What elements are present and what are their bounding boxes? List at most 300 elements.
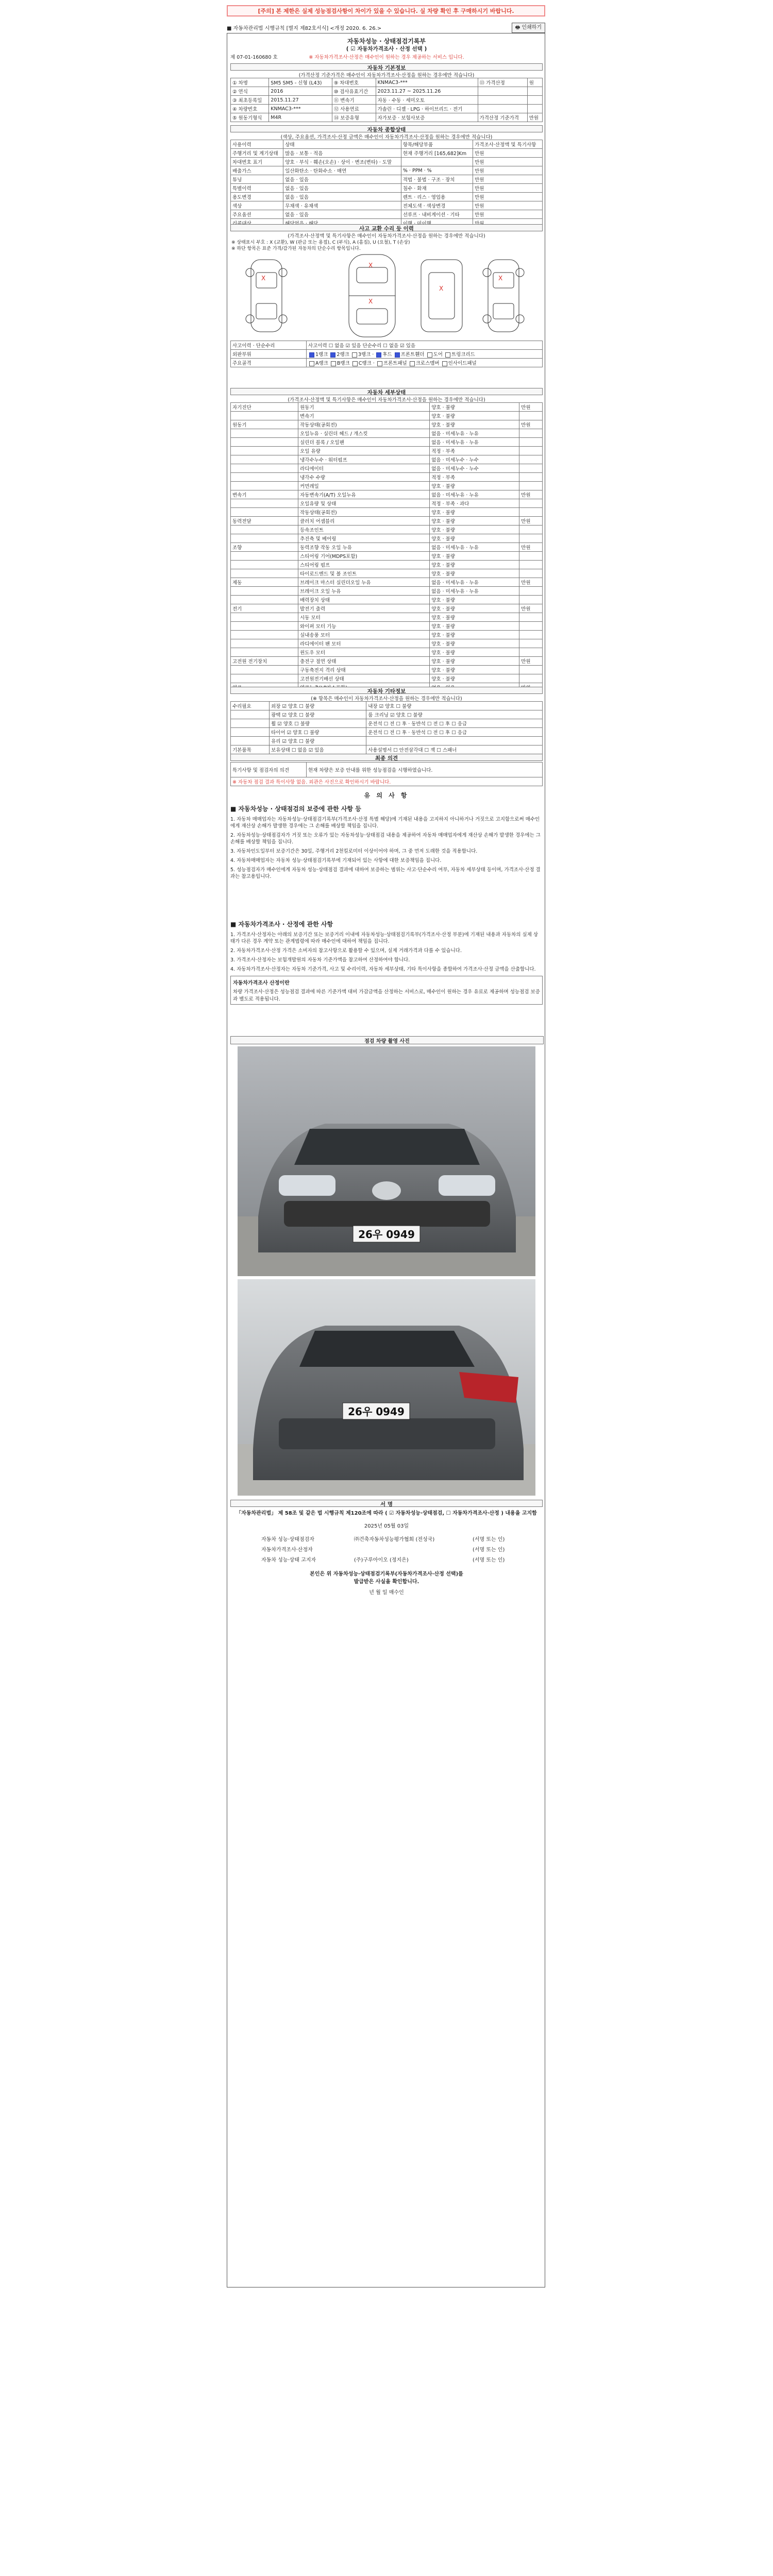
option-row-cell: 휠 ☑ 양호 ☐ 불량: [270, 719, 366, 728]
detail-row-cell: [519, 613, 543, 622]
history-row-cell: % · PPM · %: [401, 166, 473, 175]
detail-row-cell: 없음 · 미세누수 · 누수: [430, 455, 519, 464]
detail-row-cell: 브레이크 오일 누유: [298, 587, 430, 596]
history-row-cell: 가격조사·산정액 및 특기사항: [473, 140, 543, 149]
detail-row-cell: [519, 648, 543, 657]
history-row-cell: 만원: [473, 201, 543, 210]
detail-row-cell: 추진축 및 베어링: [298, 534, 430, 543]
detail-row-cell: [519, 499, 543, 508]
detail-row-cell: 양호 · 불량: [430, 596, 519, 604]
detail-row: [231, 455, 543, 464]
detail-row-cell: 오일 유량: [298, 447, 430, 455]
svg-text:X: X: [439, 285, 444, 292]
warning-banner: [주의] 본 제한은 실제 성능점검사항이 차이가 있을 수 있습니다. 실 차량 확인 후 구매하시기 바랍니다.: [227, 5, 545, 16]
option-row-cell: 타이어 ☑ 양호 ☐ 불량: [270, 728, 366, 737]
detail-row-cell: [231, 473, 298, 482]
basic-row-cell: SM5 SM5 - 신형 (L43): [269, 78, 332, 87]
detail-row-cell: 만원: [519, 578, 543, 587]
sign-closing-1: 본인은 위 자동차성능·상태점검기록부(자동차가격조사·산정 선택)를: [310, 1571, 463, 1577]
inspection-form: [227, 33, 545, 2287]
detail-row-cell: 실린더 블록 / 오일팬: [298, 438, 430, 447]
print-button[interactable]: [512, 23, 545, 33]
detail-row-cell: 작동상태(공회전): [298, 508, 430, 517]
detail-row-cell: 구동축전지 격리 상태: [298, 666, 430, 674]
rear-photo-svg: [238, 1279, 535, 1496]
history-row-cell: 선루프 · 내비게이션 · 기타: [401, 210, 473, 219]
detail-row-cell: 제동: [231, 578, 298, 587]
final-fee-label: 특기사항 및 점검자의 의견: [231, 762, 307, 777]
detail-row: [231, 631, 543, 639]
detail-row-cell: [231, 455, 298, 464]
history-row-cell: 용도변경: [231, 193, 283, 201]
final-header: 최종 의견: [230, 754, 543, 761]
sign-row-cell: (주)구루아이오 (정지은): [354, 1557, 409, 1563]
detail-row: [231, 596, 543, 604]
notice-paragraph: 2. 자동차성능·상태점검자가 거짓 또는 오류가 있는 자동차성능·상태점검 내용을 제공하여 자동차 매매업자에게 재산상 손해가 발생한 경우에는 그 손해를 배상할 책임을 집니다.: [230, 833, 541, 845]
option-row-cell: [231, 719, 270, 728]
svg-text:X: X: [368, 262, 373, 269]
basic-row-cell: KNMAC3-***: [376, 78, 478, 87]
detail-row-cell: [519, 447, 543, 455]
basic-row-cell: 원: [527, 78, 542, 87]
outer-panel-value: 1랭크 2랭크 3랭크 · 후드 프론트휀더 도어 트렁크리드: [307, 350, 543, 359]
detail-row-cell: 양호 · 불량: [430, 604, 519, 613]
history-row-cell: 일산화탄소 · 탄화수소 · 매연: [283, 166, 401, 175]
detail-row-cell: 변속기: [298, 412, 430, 420]
basic-row-cell: KNMAC3-***: [269, 105, 332, 113]
vehicle-photo-rear: [238, 1279, 535, 1496]
option-row-cell: [231, 728, 270, 737]
detail-row-cell: [519, 587, 543, 596]
notice-paragraph: 1. 가격조사·산정자는 아래의 보증기간 또는 보증거리 이내에 자동차성능·상태점검기록부(가격조사·산정 부분)에 기재된 내용과 자동차의 실제 상태가 다른 경우 계약 또는 관계법령에 따라 매수인에 대하여 책임을 집니다.: [230, 932, 539, 944]
detail-row-cell: 동력조향 작동 오일 누유: [298, 543, 430, 552]
option-row-cell: 보유상태 ☐ 없음 ☑ 있음: [270, 745, 366, 754]
history-row-cell: 튜닝: [231, 175, 283, 184]
detail-row-cell: 없음 · 미세누유 · 누유: [430, 490, 519, 499]
detail-row-cell: 만원: [519, 517, 543, 526]
detail-row: [231, 569, 543, 578]
detail-row-cell: [519, 674, 543, 683]
accident-note: (가격조사·산정액 및 특기사항은 매수인이 자동차가격조사·산정을 원하는 경우에만 적습니다): [288, 233, 485, 239]
detail-row: [231, 657, 543, 666]
detail-row-cell: [231, 499, 298, 508]
detail-row-cell: [519, 631, 543, 639]
notice-paragraph: 3. 자동차인도일부터 보증기간은 30일, 주행거리 2천킬로미터 이상이어야 하며, 그 중 먼저 도래한 것을 적용합니다.: [230, 849, 478, 854]
front-plate-text: 26우 0949: [358, 1228, 415, 1241]
svg-text:X: X: [498, 275, 503, 282]
sign-row: [261, 1544, 543, 1554]
notice-paragraph: 1. 자동차 매매업자는 자동차성능·상태점검기록부(가격조사·산정 특별 해당)에 기재된 내용을 고지하지 아니하거나 거짓으로 고지함으로써 매수인에게 재산상 손해가 발생한 경우에는 그 손해를 배상할 책임을 집니다.: [230, 817, 540, 829]
detail-row: [231, 613, 543, 622]
detail-row-cell: [231, 622, 298, 631]
detail-row-cell: 동력전달: [231, 517, 298, 526]
basic-row-cell: [527, 96, 542, 105]
option-row-cell: 운전석 ☐ 전 ☐ 후 · 동반석 ☐ 전 ☐ 후 ☐ 응급: [366, 719, 543, 728]
sign-statement: 「자동차관리법」 제 58조 및 같은 법 시행규칙 제120조에 따라 ( ☑ 자동차성능·상태점검, ☐ 자동차가격조사·산정 ) 내용을 고지함: [236, 1511, 537, 1516]
history-row-cell: 많음 · 보통 · 적음: [283, 149, 401, 158]
detail-row-cell: 만원: [519, 420, 543, 429]
history-row-cell: 양호 · 부식 · 훼손(오손) · 상이 · 변조(변타) · 도말: [283, 158, 401, 166]
detail-row-cell: 원동기: [298, 403, 430, 412]
detail-row: [231, 482, 543, 490]
detail-row-cell: [519, 552, 543, 561]
detail-row-cell: 작동상태(공회전): [298, 420, 430, 429]
history-row: [231, 175, 543, 184]
history-row-cell: 주행거리 및 계기상태: [231, 149, 283, 158]
history-row-cell: 전체도색 · 색상변경: [401, 201, 473, 210]
detail-row-cell: [519, 666, 543, 674]
detail-row: [231, 412, 543, 420]
history-row: [231, 201, 543, 210]
history-row-cell: 항목/해당부품: [401, 140, 473, 149]
history-note: (색상, 주요옵션, 가격조사·산정 금액은 매수인이 자동차가격조사·산정을 원하는 경우에만 적습니다): [280, 134, 493, 140]
accident-row-value: 사고이력 ☐ 없음 ☑ 있음 단순수리 ☐ 없음 ☑ 있음: [307, 341, 543, 350]
sign-row-cell: (서명 또는 인): [473, 1557, 505, 1563]
option-table: [230, 701, 543, 754]
detail-row: [231, 499, 543, 508]
detail-row-cell: [231, 438, 298, 447]
option-row-cell: [231, 737, 270, 745]
car-right-side: [483, 260, 524, 332]
detail-row-cell: [519, 561, 543, 569]
basic-row-cell: [527, 105, 542, 113]
detail-row-cell: 발전기 출력: [298, 604, 430, 613]
notice-price-section: [230, 920, 543, 1005]
detail-row-cell: 적정 · 부족 · 과다: [430, 499, 519, 508]
detail-row-cell: [231, 482, 298, 490]
detail-row-cell: 양호 · 불량: [430, 569, 519, 578]
detail-row-cell: 냉각수누수 · 워터펌프: [298, 455, 430, 464]
detail-row-cell: 스티어링 펌프: [298, 561, 430, 569]
form-number-line: ■ 자동차관리법 시행규칙 [별지 제82호서식] <개정 2020. 6. 26.>: [227, 26, 382, 31]
detail-row-cell: [519, 429, 543, 438]
detail-row-cell: [519, 639, 543, 648]
sign-row-cell: (서명 또는 인): [473, 1536, 505, 1543]
basic-row-cell: ④ 차량번호: [231, 105, 269, 113]
basic-row-cell: [478, 96, 527, 105]
basic-row-cell: 자가보증 · 보험사보증: [376, 113, 478, 122]
basic-row-cell: ② 연식: [231, 87, 269, 96]
detail-row-cell: 브레이크 마스터 실린더오일 누유: [298, 578, 430, 587]
history-row-cell: 사용이력: [231, 140, 283, 149]
car-left-side: [246, 260, 287, 332]
detail-row-cell: [231, 447, 298, 455]
notice-paragraph: 2. 자동차가격조사·산정 가격은 소비자의 참고사항으로 활용할 수 있으며, 실제 거래가격과 다를 수 있습니다.: [230, 948, 462, 954]
option-row: [231, 719, 543, 728]
detail-row-cell: 만원: [519, 543, 543, 552]
basic-row: [231, 113, 543, 122]
basic-row-cell: ⑨ 차대번호: [332, 78, 376, 87]
detail-row-cell: [519, 412, 543, 420]
detail-row: [231, 534, 543, 543]
history-row-cell: 없음 · 있음: [283, 210, 401, 219]
photos-title: 점검 차량 촬영 사진: [230, 1036, 544, 1044]
history-row-cell: 차대번호 표기: [231, 158, 283, 166]
detail-row-cell: [519, 464, 543, 473]
option-row-cell: 기본품목: [231, 745, 270, 754]
basic-row: [231, 105, 543, 113]
detail-row: [231, 622, 543, 631]
detail-row-cell: [231, 508, 298, 517]
detail-row: [231, 420, 543, 429]
notice-paragraph: 5. 성능점검자가 매수인에게 자동차 성능·상태점검 결과에 대하여 보증하는 범위는 사고·단순수리 여부, 자동차 세부상태 등이며, 가격조사·산정 결과는 참고용입니다.: [230, 867, 541, 879]
option-row-cell: 내장 ☑ 양호 ☐ 불량: [366, 702, 543, 710]
final-table: [230, 762, 543, 786]
price-definition-title: 자동차가격조사 산정이란: [233, 980, 290, 986]
detail-row-cell: 고전원 전기장치: [231, 657, 298, 666]
detail-row-cell: 윈도우 모터: [298, 648, 430, 657]
option-note: (※ 항목은 매수인이 자동차가격조사·산정을 원하는 경우에만 적습니다): [311, 696, 462, 702]
detail-row-cell: 양호 · 불량: [430, 403, 519, 412]
detail-row-cell: 고전원전기배선 상태: [298, 674, 430, 683]
price-definition-text: 차량 가격조사·산정은 성능점검 결과에 따른 기준가액 대비 가감금액을 산정하는 서비스로, 매수인이 원하는 경우 유료로 제공하며 성능점검 보증과 별도로 적용됩니다.: [233, 989, 540, 1002]
detail-row-cell: 라디에이터 팬 모터: [298, 639, 430, 648]
detail-row-cell: [519, 526, 543, 534]
detail-row-cell: 전기: [231, 604, 298, 613]
option-row: [231, 728, 543, 737]
detail-row-cell: 양호 · 불량: [430, 639, 519, 648]
basic-row-cell: 만원: [527, 113, 542, 122]
notice-paragraph: 3. 가격조사·산정자는 보험개발원의 자동차 기준가액을 참고하여 산정하여야 합니다.: [230, 957, 410, 963]
detail-row-cell: 만원: [519, 490, 543, 499]
detail-row-cell: 양호 · 불량: [430, 508, 519, 517]
svg-text:X: X: [368, 298, 373, 305]
option-row-cell: 외장 ☑ 양호 ☐ 불량: [270, 702, 366, 710]
detail-row-cell: [231, 526, 298, 534]
history-row-cell: 색상: [231, 201, 283, 210]
history-row-cell: 침수 · 화재: [401, 184, 473, 193]
basic-row: [231, 87, 543, 96]
detail-row-cell: 변속기: [231, 490, 298, 499]
option-row: [231, 737, 543, 745]
form-title: 자동차성능 · 상태점검기록부: [347, 38, 426, 45]
detail-row-cell: [519, 473, 543, 482]
car-diagram-svg: [230, 252, 543, 340]
accident-legend: ※ 상태표시 부호 : X (교환), W (판금 또는 용접), C (부식), A (흠집), U (요철), T (손상): [231, 240, 410, 245]
detail-row-cell: 양호 · 불량: [430, 526, 519, 534]
basic-row-cell: 가격산정 기준가격: [478, 113, 527, 122]
detail-row-cell: [231, 631, 298, 639]
option-row-cell: 사용설명서 ☐ 안전삼각대 ☐ 잭 ☐ 스패너: [366, 745, 543, 754]
history-row-cell: 만원: [473, 210, 543, 219]
detail-row-cell: [519, 534, 543, 543]
detail-row-cell: 오일누유 · 실린더 헤드 / 개스킷: [298, 429, 430, 438]
detail-row-cell: 만원: [519, 604, 543, 613]
basic-info-header: 자동차 기본정보: [230, 63, 543, 71]
detail-row-cell: 양호 · 불량: [430, 534, 519, 543]
detail-row-cell: 등속조인트: [298, 526, 430, 534]
detail-row-cell: [231, 587, 298, 596]
detail-row-cell: 커먼레일: [298, 482, 430, 490]
car-frame-view: [421, 260, 462, 332]
detail-header: 자동차 세부상태: [230, 388, 543, 395]
print-label: 인쇄하기: [522, 25, 542, 30]
detail-note: (가격조사·산정액 및 특기사항은 매수인이 자동차가격조사·산정을 원하는 경우에만 적습니다): [288, 397, 485, 403]
detail-row-cell: 원동기: [231, 420, 298, 429]
detail-row-cell: [519, 455, 543, 464]
history-header: 자동차 종합상태: [230, 125, 543, 132]
history-row: [231, 140, 543, 149]
basic-info-note: (가격산정 기준가격은 매수인이 자동차가격조사·산정을 원하는 경우에만 적습니다): [298, 73, 475, 78]
detail-row-cell: 스티어링 기어(MDPS포함): [298, 552, 430, 561]
basic-row-cell: ③ 최초등록일: [231, 96, 269, 105]
option-row: [231, 745, 543, 754]
detail-row-cell: 양호 · 불량: [430, 552, 519, 561]
detail-row: [231, 648, 543, 657]
final-fee-value: 현재 차량은 보증 안내를 위한 성능점검을 시행하였습니다.: [307, 762, 543, 777]
detail-row-cell: [519, 508, 543, 517]
detail-row-cell: 라디에이터: [298, 464, 430, 473]
car-diagram: [230, 252, 543, 340]
detail-row: [231, 639, 543, 648]
basic-row-cell: ⑩ 검사유효기간: [332, 87, 376, 96]
detail-row: [231, 473, 543, 482]
history-row-cell: 무채색 · 유채색: [283, 201, 401, 210]
detail-row-cell: 양호 · 불량: [430, 482, 519, 490]
history-row-cell: 만원: [473, 149, 543, 158]
detail-row: [231, 508, 543, 517]
notice-paragraph: 4. 자동차매매업자는 자동차 성능·상태점검기록부에 기재되어 있는 사항에 대한 보증책임을 집니다.: [230, 858, 442, 863]
history-row: [231, 193, 543, 201]
detail-row-cell: [231, 464, 298, 473]
detail-row: [231, 578, 543, 587]
detail-row: [231, 517, 543, 526]
option-row-cell: 수리필요: [231, 702, 270, 710]
detail-row-cell: 양호 · 불량: [430, 561, 519, 569]
main-frame-value: A랭크 B랭크 C랭크 · 프론트패널 크로스멤버 인사이드패널: [307, 359, 543, 367]
form-note: ※ 자동차가격조사·산정은 매수인이 원하는 경우 제공하는 서비스 입니다.: [309, 55, 464, 60]
detail-row-cell: [231, 674, 298, 683]
option-header: 자동차 기타정보: [230, 687, 543, 694]
form-subtitle: ( ☑ 자동차가격조사 · 산정 선택 ): [346, 46, 427, 52]
detail-row-cell: 클러치 어셈블리: [298, 517, 430, 526]
detail-row-cell: 적정 · 부족: [430, 447, 519, 455]
basic-row-cell: [527, 87, 542, 96]
sign-header: 서 명: [230, 1500, 543, 1507]
detail-row-cell: 양호 · 불량: [430, 657, 519, 666]
sign-row-cell: 자동차 성능·상태 고지자: [261, 1557, 316, 1563]
form-serial: 제 07-01-160680 호: [230, 55, 278, 60]
accident-legend-2: ※ 하단 항목은 표준 가격/감가된 자동차의 단순수리 항목입니다.: [231, 246, 361, 251]
detail-row-cell: [231, 534, 298, 543]
detail-row-cell: [231, 552, 298, 561]
detail-row: [231, 403, 543, 412]
detail-row-cell: 만원: [519, 657, 543, 666]
detail-row-cell: 없음 · 미세누수 · 누수: [430, 464, 519, 473]
sign-row-cell: 자동차가격조사·산정자: [261, 1547, 313, 1553]
option-row: [231, 702, 543, 710]
detail-row-cell: 양호 · 불량: [430, 412, 519, 420]
history-row: [231, 149, 543, 158]
basic-row-cell: 2023.11.27 ~ 2025.11.26: [376, 87, 478, 96]
detail-row-cell: 없음 · 미세누유 · 누유: [430, 429, 519, 438]
history-row-cell: 없음 · 있음: [283, 193, 401, 201]
basic-row: [231, 78, 543, 87]
notice-warranty-title: ■ 자동차성능 · 상태점검의 보증에 관한 사항 등: [230, 805, 361, 812]
detail-row-cell: [231, 666, 298, 674]
detail-row-cell: [231, 569, 298, 578]
detail-row-cell: 적정 · 부족: [430, 473, 519, 482]
detail-row-cell: 오일유량 및 상태: [298, 499, 430, 508]
history-row-cell: 없음 · 있음: [283, 175, 401, 184]
detail-row: [231, 464, 543, 473]
detail-row-cell: 양호 · 불량: [430, 674, 519, 683]
detail-row-cell: 양호 · 불량: [430, 517, 519, 526]
price-definition-box: [230, 976, 543, 1005]
detail-row-cell: 없음 · 미세누유 · 누유: [430, 543, 519, 552]
detail-row-cell: 시동 모터: [298, 613, 430, 622]
accident-table: [230, 341, 543, 367]
detail-row-cell: 양호 · 불량: [430, 613, 519, 622]
detail-row: [231, 543, 543, 552]
sign-date: 2025년 05월 03일: [364, 1523, 409, 1529]
sign-row: [261, 1533, 543, 1544]
detail-row: [231, 490, 543, 499]
detail-row-cell: 충전구 절연 상태: [298, 657, 430, 666]
history-row: [231, 210, 543, 219]
basic-row-cell: ⑭ 보증유형: [332, 113, 376, 122]
history-row-cell: 만원: [473, 184, 543, 193]
option-row-cell: 광택 ☑ 양호 ☐ 불량: [270, 710, 366, 719]
detail-row-cell: [231, 561, 298, 569]
notice-paragraph: 4. 자동차가격조사·산정자는 자동차 기준가격, 사고 및 수리이력, 자동차 세부상태, 기타 특이사항을 종합하여 가격조사·산정 금액을 산출합니다.: [230, 967, 536, 972]
detail-row-cell: 없음 · 미세누유 · 누유: [430, 578, 519, 587]
history-row: [231, 166, 543, 175]
basic-row-cell: ⑤ 원동기형식: [231, 113, 269, 122]
basic-row-cell: ⑪ 변속기: [332, 96, 376, 105]
notice-title: 유 의 사 항: [364, 792, 409, 799]
option-row-cell: [231, 710, 270, 719]
detail-row-cell: 자동변속기(A/T) 오일누유: [298, 490, 430, 499]
front-photo-svg: [238, 1046, 535, 1276]
detail-row-cell: 자기진단: [231, 403, 298, 412]
history-row-cell: 만원: [473, 166, 543, 175]
option-row-cell: 룸 크리닝 ☑ 양호 ☐ 불량: [366, 710, 543, 719]
history-row-cell: 주요옵션: [231, 210, 283, 219]
detail-row-cell: 조향: [231, 543, 298, 552]
option-row: [231, 710, 543, 719]
detail-row-cell: [231, 596, 298, 604]
basic-row-cell: [478, 87, 527, 96]
option-row-cell: 운전석 ☐ 전 ☐ 후 · 동반석 ☐ 전 ☐ 후 ☐ 응급: [366, 728, 543, 737]
history-row-cell: 만원: [473, 193, 543, 201]
basic-row-cell: 자동 · 수동 · 세미오토: [376, 96, 478, 105]
history-row-cell: 적법 · 불법 · 구조 · 장치: [401, 175, 473, 184]
detail-row-cell: 만원: [519, 403, 543, 412]
vehicle-photo-front: [238, 1046, 535, 1276]
printer-icon: 🖶: [515, 25, 522, 30]
detail-row-cell: [519, 482, 543, 490]
detail-row-cell: 와이퍼 모터 기능: [298, 622, 430, 631]
accident-row-label: 사고이력 · 단순수리: [231, 341, 307, 350]
detail-row-cell: 양호 · 불량: [430, 666, 519, 674]
detail-row-cell: 냉각수 수량: [298, 473, 430, 482]
notice-warranty-section: [230, 804, 543, 883]
history-row-cell: 렌트 · 리스 · 영업용: [401, 193, 473, 201]
history-row-cell: 특별이력: [231, 184, 283, 193]
detail-row-cell: [231, 639, 298, 648]
history-row-cell: [401, 158, 473, 166]
basic-row-cell: 2015.11.27: [269, 96, 332, 105]
history-row-cell: 현재 주행거리 [165,682]Km: [401, 149, 473, 158]
detail-row-cell: 양호 · 불량: [430, 648, 519, 657]
sign-row-cell: ㈜건축자동차성능평가협회 (전성국): [354, 1536, 435, 1543]
basic-row-cell: 가솔린 · 디젤 · LPG · 하이브리드 · 전기: [376, 105, 478, 113]
history-row-cell: 없음 · 있음: [283, 184, 401, 193]
detail-row: [231, 526, 543, 534]
option-row-cell: [366, 737, 543, 745]
detail-row: [231, 587, 543, 596]
